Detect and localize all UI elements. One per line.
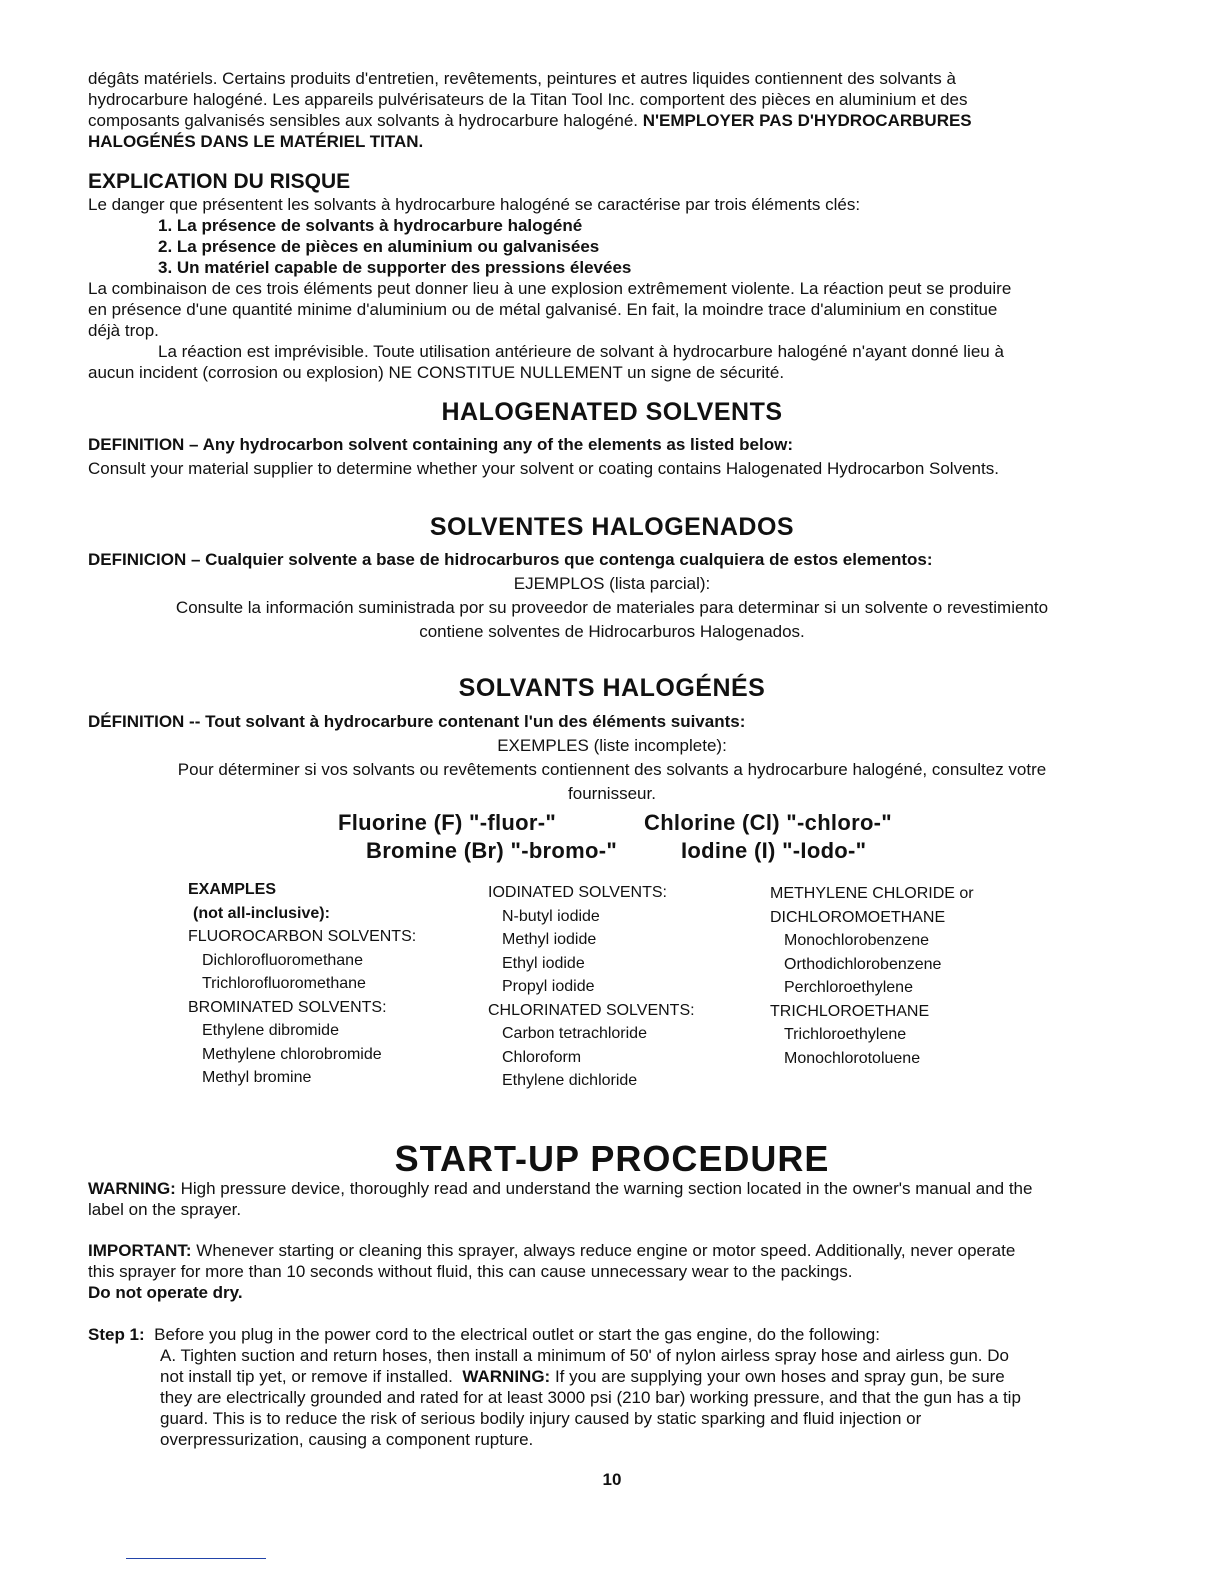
examples-column-3	[770, 882, 974, 1070]
element-chlorine: Chlorine (Cl) "-chloro-"	[644, 810, 893, 835]
risk-item: 1. La présence de solvants à hydrocarbure halogéné	[158, 216, 583, 235]
solvent-item: Ethylene dichloride	[502, 1072, 638, 1089]
step-1	[88, 1324, 1168, 1450]
english-definition: DEFINITION – Any hydrocarbon solvent containing any of the elements as listed below:	[88, 435, 793, 454]
french-examples: EXEMPLES (liste incomplete):	[497, 736, 727, 755]
element-iodine: Iodine (I) "-Iodo-"	[681, 838, 867, 863]
explication-lead: Le danger que présentent les solvants à hydrocarbure halogéné se caractérise par trois éléments clés:	[88, 195, 861, 214]
halogenated-solvents-heading: HALOGENATED SOLVENTS	[441, 398, 783, 426]
step-1-line: Step 1: Before you plug in the power cord to the electrical outlet or start the gas engine, do the following:	[88, 1325, 880, 1344]
element-fluorine: Fluorine (F) "-fluor-"	[338, 810, 557, 835]
important-line: IMPORTANT: Whenever starting or cleaning this sprayer, always reduce engine or motor speed. Additionally, never operate	[88, 1241, 1016, 1260]
warning-line: WARNING: High pressure device, thoroughly read and understand the warning section located in the owner's manual and the	[88, 1179, 1033, 1198]
spanish-examples: EJEMPLOS (lista parcial):	[513, 574, 711, 593]
category-heading: IODINATED SOLVENTS:	[488, 884, 667, 901]
french-definition: DÉFINITION -- Tout solvant à hydrocarbure contenant l'un des éléments suivants:	[88, 712, 746, 731]
explication-line: aucun incident (corrosion ou explosion) NE CONSTITUE NULLEMENT un signe de sécurité.	[88, 363, 785, 382]
step-1-label: Step 1:	[88, 1325, 145, 1344]
category-heading: CHLORINATED SOLVENTS:	[488, 1001, 695, 1019]
solvent-item: Perchloroethylene	[784, 979, 913, 996]
step-a-warning-label: WARNING:	[462, 1367, 551, 1386]
examples-title: EXAMPLES	[188, 881, 277, 898]
solvent-item: Dichlorofluoromethane	[202, 951, 363, 969]
important-paragraph	[88, 1240, 1168, 1303]
examples-column-1	[188, 878, 416, 1090]
category-heading: METHYLENE CHLORIDE or	[770, 885, 974, 902]
solvent-item: Ethylene dibromide	[202, 1022, 339, 1039]
explication-heading: EXPLICATION DU RISQUE	[88, 170, 351, 193]
intro-line: composants galvanisés sensibles aux solvants à hydrocarbure halogéné. N'EMPLOYER PAS D'HYDROCARBURES	[88, 111, 972, 130]
category-heading: DICHLOROMOETHANE	[770, 908, 946, 926]
solvants-halogenes-heading: SOLVANTS HALOGÉNÉS	[458, 674, 766, 702]
page-number: 10	[602, 1470, 622, 1489]
english-consult: Consult your material supplier to determine whether your solvent or coating contains Halogenated Hydrocarbon Solvents.	[88, 459, 999, 478]
spanish-consult-line: Consulte la información suministrada por su proveedor de materiales para determinar si un solvente o revestimiento	[175, 598, 1049, 617]
solvent-item: Methylene chlorobromide	[202, 1045, 382, 1063]
intro-line: dégâts matériels. Certains produits d'entretien, revêtements, peintures et autres liquides contiennent des solvants à	[88, 69, 956, 88]
solvent-item: Propyl iodide	[502, 978, 595, 995]
intro-paragraph	[88, 68, 1168, 152]
element-bromine: Bromine (Br) "-bromo-"	[366, 838, 618, 863]
step-a-line: not install tip yet, or remove if installed. WARNING: If you are supplying your own hoses and spray gun, be sure	[160, 1367, 1005, 1386]
solvent-item: N-butyl iodide	[502, 907, 600, 925]
intro-line: HALOGÉNÉS DANS LE MATÉRIEL TITAN.	[88, 132, 424, 151]
step-a-line: they are electrically grounded and rated for at least 3000 psi (210 bar) working pressure, and that the gun has a tip	[160, 1388, 1021, 1407]
spanish-definition: DEFINICION – Cualquier solvente a base de hidrocarburos que contenga cualquiera de estos elementos:	[88, 550, 933, 569]
explication-paragraph	[88, 278, 1168, 383]
step-a-line: guard. This is to reduce the risk of serious bodily injury caused by static sparking and fluid injection or	[160, 1409, 922, 1428]
french-consult-line: fournisseur.	[568, 784, 656, 803]
risk-item: 3. Un matériel capable de supporter des pressions élevées	[158, 258, 632, 277]
warning-label: WARNING:	[88, 1179, 176, 1198]
solvent-item: Ethyl iodide	[502, 954, 585, 972]
examples-column-2	[488, 881, 695, 1093]
explication-line: en présence d'une quantité minime d'aluminium ou de métal galvanisé. En fait, la moindre trace d'aluminium en constitue	[88, 300, 998, 319]
intro-line: hydrocarbure halogéné. Les appareils pulvérisateurs de la Titan Tool Inc. comportent des pièces en aluminium et des	[88, 90, 968, 109]
solvent-item: Trichloroethylene	[784, 1026, 907, 1043]
solvent-item: Methyl iodide	[502, 931, 597, 948]
warning-paragraph	[88, 1178, 1168, 1220]
solvent-item: Chloroform	[502, 1048, 582, 1066]
do-not-operate-dry: Do not operate dry.	[88, 1283, 243, 1302]
solvent-item: Carbon tetrachloride	[502, 1025, 647, 1042]
category-heading: TRICHLOROETHANE	[770, 1002, 930, 1020]
explication-line: La réaction est imprévisible. Toute utilisation antérieure de solvant à hydrocarbure halogéné n'ayant donné lieu à	[158, 342, 1004, 361]
solvent-item: Orthodichlorobenzene	[784, 955, 942, 973]
solvent-item: Monochlorobenzene	[784, 932, 929, 949]
step-a	[88, 1345, 1168, 1450]
solvent-item: Methyl bromine	[202, 1069, 312, 1086]
step-a-line: A. Tighten suction and return hoses, then install a minimum of 50' of nylon airless spray hose and airless gun. Do	[160, 1346, 1009, 1365]
step-a-line: overpressurization, causing a component rupture.	[160, 1430, 534, 1449]
explication-line: déjà trop.	[88, 321, 159, 340]
french-consult-line: Pour déterminer si vos solvants ou revêtements contiennent des solvants a hydrocarbure halogéné, consultez votre	[177, 760, 1047, 779]
warning-line: label on the sprayer.	[88, 1200, 242, 1219]
solvent-item: Monochlorotoluene	[784, 1049, 921, 1067]
solventes-halogenados-heading: SOLVENTES HALOGENADOS	[429, 513, 795, 541]
important-line: this sprayer for more than 10 seconds without fluid, this can cause unnecessary wear to the packings.	[88, 1262, 853, 1281]
solvent-item: Trichlorofluoromethane	[202, 975, 366, 992]
spanish-consult-line: contiene solventes de Hidrocarburos Halogenados.	[419, 622, 805, 641]
risk-list	[158, 215, 631, 278]
category-heading: FLUOROCARBON SOLVENTS:	[188, 928, 417, 945]
footer-rule	[126, 1558, 266, 1559]
examples-subtitle: (not all-inclusive):	[193, 904, 330, 922]
startup-heading: START-UP PROCEDURE	[394, 1138, 830, 1179]
explication-line: La combinaison de ces trois éléments peut donner lieu à une explosion extrêmement violente. La réaction peut se produire	[88, 279, 1012, 298]
category-heading: BROMINATED SOLVENTS:	[188, 998, 387, 1016]
important-label: IMPORTANT:	[88, 1241, 192, 1260]
risk-item: 2. La présence de pièces en aluminium ou galvanisées	[158, 237, 600, 256]
